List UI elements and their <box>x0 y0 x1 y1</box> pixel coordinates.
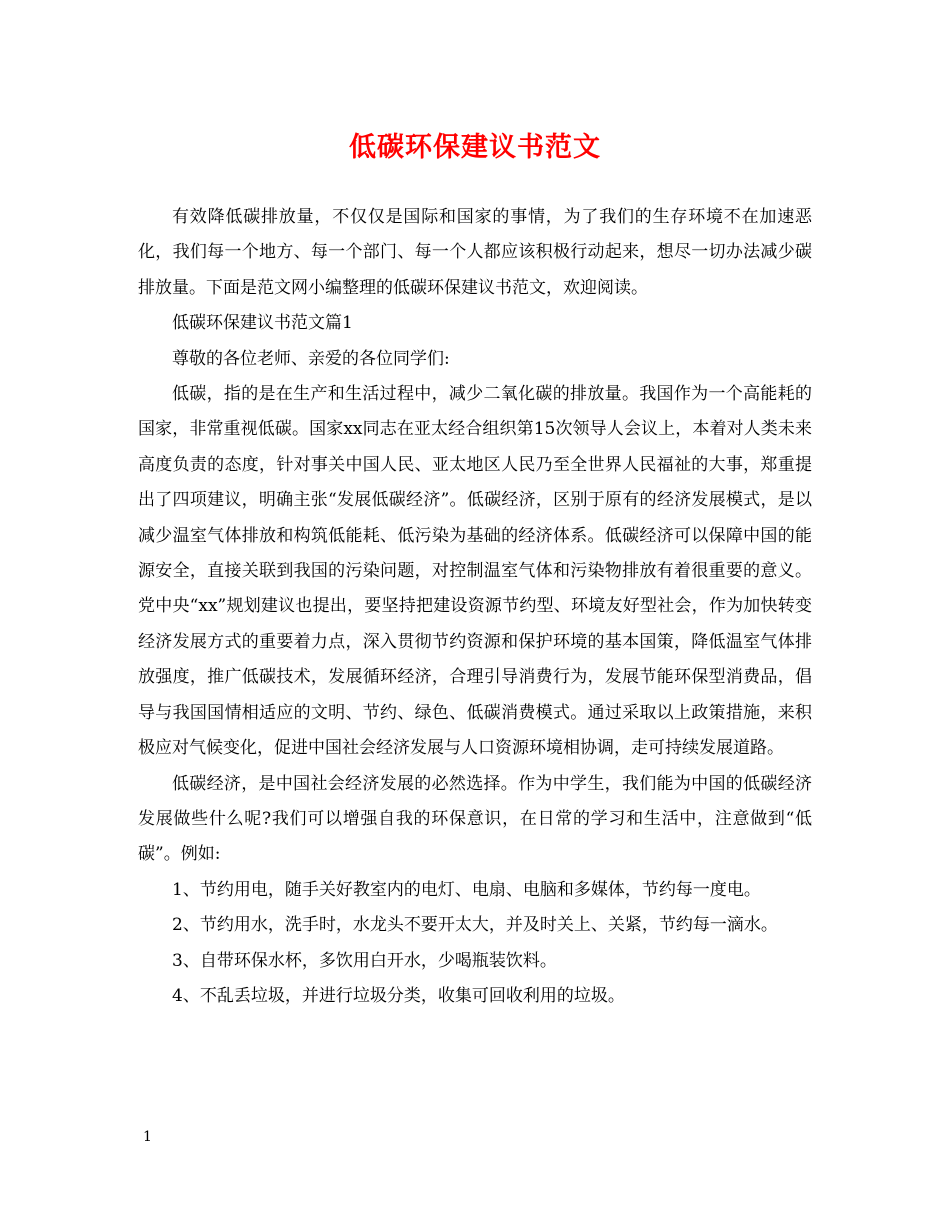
list-item: 2、节约用水，洗手时，水龙头不要开太大，并及时关上、关紧，节约每一滴水。 <box>172 915 778 936</box>
section-heading: 低碳环保建议书范文篇1 <box>172 313 353 334</box>
list-item: 4、不乱丢垃圾，并进行垃圾分类，收集可回收利用的垃圾。 <box>172 985 625 1006</box>
page-number: 1 <box>143 1129 152 1145</box>
body-paragraph: 低碳，指的是在生产和生活过程中，减少二氧化碳的排放量。我国作为一个高能耗的国家，非常重视低碳。国家xx同志在亚太经合组织第15次领导人会议上，本着对人类未来高度负责的态度，针对事关中国人民、亚太地区人民乃至全世界人民福祉的大事，郑重提出了四项建议，明确主张“发展低碳经济”。低碳经济，区别于原有的经济发展模式，是以减少温室气体排放和构筑低能耗、低污染为基础的经济体系。低碳经济可以保障中国的能源安全，直接关联到我国的污染问题，对控制温室气体和污染物排放有着很重要的意义。党中央“xx”规划建议也提出，要坚持把建设资源节约型、环境友好型社会，作为加快转变经济发展方式的重要着力点，深入贯彻节约资源和保护环境的基本国策，降低温室气体排放强度，推广低碳技术，发展循环经济，合理引导消费行为，发展节能环保型消费品，倡导与我国国情相适应的文明、节约、绿色、低碳消费模式。通过采取以上政策措施，来积极应对气候变化，促进中国社会经济发展与人口资源环境相协调，走可持续发展道路。 <box>138 384 812 759</box>
list-item: 3、自带环保水杯，多饮用白开水，少喝瓶装饮料。 <box>172 950 557 971</box>
salutation: 尊敬的各位老师、亲爱的各位同学们: <box>172 348 450 369</box>
body-paragraph: 低碳经济，是中国社会经济发展的必然选择。作为中学生，我们能为中国的低碳经济发展做些什么呢?我们可以增强自我的环保意识，在日常的学习和生活中，注意做到“低碳”。例如: <box>138 773 812 865</box>
document-body <box>138 200 812 1014</box>
intro-paragraph: 有效降低碳排放量，不仅仅是国际和国家的事情，为了我们的生存环境不在加速恶化，我们每一个地方、每一个部门、每一个人都应该积极行动起来，想尽一切办法减少碳排放量。下面是范文网小编整理的低碳环保建议书范文，欢迎阅读。 <box>138 207 812 298</box>
list-item: 1、节约用电，随手关好教室内的电灯、电扇、电脑和多媒体，节约每一度电。 <box>172 879 761 900</box>
document-title: 低碳环保建议书范文 <box>349 132 601 163</box>
